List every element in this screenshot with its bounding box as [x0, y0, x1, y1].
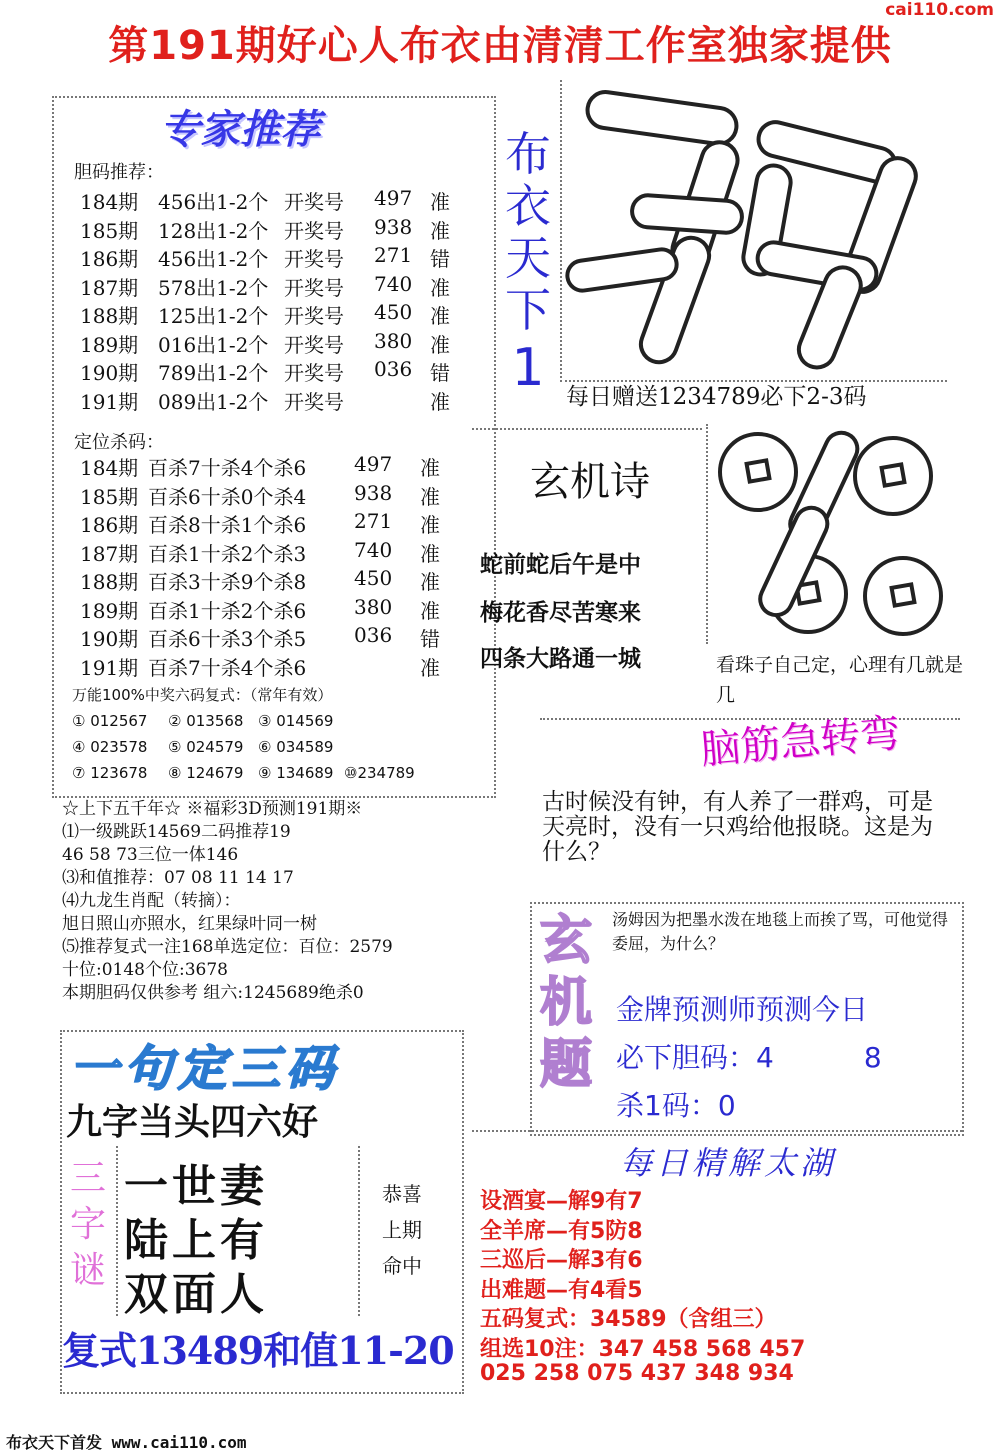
- dan-rec: 128出1-2个: [158, 218, 269, 243]
- dan-result: 错: [430, 247, 450, 271]
- xuanji-char: 题: [539, 1035, 592, 1095]
- dan-result: 错: [430, 361, 450, 385]
- kill-period: 189期: [80, 598, 139, 623]
- kill-rec: 百杀8十杀1个杀6: [148, 513, 307, 537]
- coins-caption: 看珠子自己定，心理有几就是几: [716, 654, 964, 706]
- dan-period: 187期: [80, 275, 139, 300]
- compound-item: ④ 023578: [72, 738, 148, 756]
- gold-line-1: 金牌预测师预测今日: [616, 993, 869, 1026]
- prediction-line: 46 58 73三位一体146: [62, 845, 239, 865]
- kill-rec: 百杀7十杀4个杀6: [148, 456, 307, 480]
- dan-label: 开奖号: [284, 304, 344, 328]
- one-sentence-phrase: 九字当头四六好: [66, 1102, 319, 1143]
- one-sentence-title: 一句定三码: [70, 1041, 341, 1097]
- kill-period: 191期: [80, 655, 139, 680]
- gold-dan-label: 必下胆码：: [616, 1041, 757, 1074]
- prediction-line: 十位:0148个位:3678: [62, 960, 228, 980]
- compound-label: 万能100%中奖六码复式：（常年有效）: [72, 686, 333, 704]
- taihu-line: 出难题—有4看5: [480, 1277, 643, 1303]
- kill-period: 185期: [80, 484, 139, 509]
- dan-period: 186期: [80, 247, 139, 271]
- kill-period: 184期: [80, 456, 139, 480]
- gold-kill-label: 杀1码：: [616, 1089, 718, 1122]
- kill-result: 错: [420, 627, 440, 651]
- butian-char: 1: [511, 338, 545, 398]
- compound-item: ⑤ 024579: [168, 738, 244, 756]
- taihu-line: 全羊席—有5防8: [480, 1218, 643, 1244]
- sanzi-char: 谜: [69, 1250, 106, 1291]
- gold-dan-a: 4: [756, 1041, 774, 1074]
- gold-line-3: [616, 1084, 736, 1124]
- kill-num: 271: [354, 509, 393, 533]
- kill-result: 准: [420, 513, 440, 537]
- poem-title: 玄机诗: [530, 459, 650, 505]
- dan-num: 450: [374, 300, 413, 324]
- sanzi-vertical-text: [62, 1156, 114, 1294]
- dan-period: 188期: [80, 304, 139, 328]
- sanzi-char: 三: [69, 1158, 106, 1199]
- taihu-title: 每日精解太湖: [620, 1144, 837, 1182]
- kill-num: 450: [354, 566, 393, 590]
- dan-label: 胆码推荐：: [74, 162, 164, 183]
- kill-period: 187期: [80, 541, 139, 566]
- compound-item: ⑧ 124679: [168, 764, 244, 782]
- dan-period: 190期: [80, 361, 139, 385]
- daily-gift-text: 每日赠送1234789必下2-3码: [566, 384, 867, 410]
- prediction-line: ⑸推荐复式一注168单选定位：百位：2579: [62, 937, 393, 957]
- kill-result: 准: [420, 655, 440, 680]
- kill-rec: 百杀6十杀3个杀5: [148, 627, 307, 651]
- xuanji-vertical-text: [536, 910, 596, 1096]
- footer-text: 布衣天下首发 www.cai110.com: [6, 1433, 247, 1452]
- sanzi-char: 字: [69, 1204, 106, 1245]
- dan-period: 185期: [80, 218, 139, 243]
- xuanji-char: 玄: [539, 911, 592, 971]
- kill-result: 准: [420, 456, 440, 480]
- prediction-line: ⑴一级跳跃14569二码推荐19: [62, 822, 291, 842]
- prediction-line: ☆上下五千年☆ ※福彩3D预测191期※: [62, 799, 363, 819]
- dan-result: 准: [430, 332, 450, 357]
- taihu-line: 五码复式：34589（含组三）: [480, 1307, 777, 1332]
- kill-num: 380: [354, 594, 393, 619]
- prediction-block: [62, 798, 502, 1005]
- dan-label: 开奖号: [284, 218, 344, 243]
- compound-item: ⑥ 034589: [258, 738, 334, 756]
- compound-item: ⑦ 123678: [72, 764, 148, 782]
- dan-label: 开奖号: [284, 190, 344, 214]
- kill-num: 497: [354, 452, 393, 476]
- dan-result: 准: [430, 218, 450, 243]
- taihu-line: 设酒宴—解9有7: [480, 1189, 643, 1214]
- dan-num: 380: [374, 328, 413, 353]
- dan-result: 准: [430, 190, 450, 214]
- gold-kill-val: 0: [717, 1089, 736, 1122]
- gold-line-2: [616, 1036, 882, 1076]
- gongxi-line: 命中: [382, 1254, 422, 1278]
- compound-item: ⑨ 134689: [258, 764, 334, 782]
- dan-result: 准: [430, 275, 450, 300]
- dan-label: 开奖号: [284, 332, 344, 357]
- prediction-line: ⑷九龙生肖配（转摘）：: [62, 891, 241, 911]
- butian-char: 下: [505, 283, 551, 337]
- compound-item: ① 012567: [72, 712, 148, 730]
- coins-box: [706, 424, 958, 644]
- gold-dan-b: 8: [863, 1041, 882, 1074]
- kill-rec: 百杀7十杀4个杀6: [148, 655, 307, 680]
- kill-result: 准: [420, 570, 440, 594]
- poem-line: 蛇前蛇后午是中: [480, 552, 641, 578]
- kill-num: 740: [354, 537, 393, 562]
- dan-result: 准: [430, 389, 450, 414]
- coins-picture: [708, 424, 958, 644]
- poem-line: 四条大路通一城: [480, 646, 641, 672]
- fushi-text: 复式13489和值11-20: [62, 1328, 454, 1373]
- kill-result: 准: [420, 541, 440, 566]
- dan-label: 开奖号: [284, 275, 344, 300]
- dan-period: 184期: [80, 190, 139, 214]
- dan-rec: 789出1-2个: [158, 361, 269, 385]
- compound-item: ⑩234789: [344, 764, 415, 782]
- dan-rec: 125出1-2个: [158, 304, 269, 328]
- dan-num: 271: [374, 243, 413, 267]
- prediction-line: 旭日照山亦照水，红果绿叶同一树: [62, 914, 317, 934]
- poem-line: 梅花香尽苦寒来: [480, 600, 641, 626]
- taihu-line: 025 258 075 437 348 934: [480, 1361, 794, 1386]
- dan-label: 开奖号: [284, 361, 344, 385]
- butian-char: 布: [505, 127, 551, 181]
- butian-char: 天: [505, 231, 551, 285]
- compound-item: ③ 014569: [258, 712, 334, 730]
- gongxi-line: 上期: [382, 1218, 422, 1242]
- dan-result: 准: [430, 304, 450, 328]
- page-title: 第191期好心人布衣由清清工作室独家提供: [108, 23, 892, 69]
- kill-result: 准: [420, 484, 440, 509]
- digit-39-picture: [562, 80, 947, 380]
- site-watermark: cai110.com: [885, 0, 994, 20]
- dan-rec: 456出1-2个: [158, 190, 269, 214]
- compound-item: ② 013568: [168, 712, 244, 730]
- digit-picture-box: [560, 80, 947, 382]
- riddle-line: 双面人: [124, 1269, 268, 1320]
- dan-rec: 089出1-2个: [158, 389, 269, 414]
- dan-num: 740: [374, 271, 413, 296]
- butian-char: 衣: [505, 179, 551, 233]
- kill-label: 定位杀码：: [74, 432, 164, 453]
- kill-result: 准: [420, 598, 440, 623]
- taihu-line: 三巡后—解3有6: [480, 1248, 643, 1273]
- gongxi-line: 恭喜: [382, 1182, 422, 1206]
- taihu-line: 组选10注：347 458 568 457: [480, 1336, 806, 1362]
- brain-teaser-title: 脑筋急转弯: [698, 710, 902, 774]
- dan-rec: 016出1-2个: [158, 332, 269, 357]
- kill-rec: 百杀3十杀9个杀8: [148, 570, 307, 594]
- dan-period: 189期: [80, 332, 139, 357]
- dan-label: 开奖号: [284, 247, 344, 271]
- dan-rec: 456出1-2个: [158, 247, 269, 271]
- kill-num: 938: [354, 480, 393, 505]
- dan-rec: 578出1-2个: [158, 275, 269, 300]
- kill-period: 190期: [80, 627, 139, 651]
- kill-rec: 百杀6十杀0个杀4: [148, 484, 307, 509]
- expert-title: 专家推荐: [160, 107, 320, 153]
- kill-num: 036: [354, 623, 393, 647]
- xuanji-char: 机: [539, 973, 592, 1033]
- dan-label: 开奖号: [284, 389, 344, 414]
- brain-teaser-question: 古时候没有钟，有人养了一群鸡，可是天亮时，没有一只鸡给他报晓。这是为什么？: [542, 789, 933, 865]
- kill-rec: 百杀1十杀2个杀3: [148, 541, 307, 566]
- butian-vertical-text: [498, 127, 558, 398]
- dan-num: 497: [374, 186, 413, 210]
- kill-period: 186期: [80, 513, 139, 537]
- prediction-line: ⑶和值推荐：07 08 11 14 17: [62, 868, 294, 888]
- riddle-line: 陆上有: [124, 1215, 268, 1266]
- kill-period: 188期: [80, 570, 139, 594]
- kill-rec: 百杀1十杀2个杀6: [148, 598, 307, 623]
- dan-period: 191期: [80, 389, 139, 414]
- prediction-line: 本期胆码仅供参考 组六:1245689绝杀0: [62, 983, 364, 1003]
- xuanji-question: 汤姆因为把墨水泼在地毯上而挨了骂，可他觉得委屈，为什么？: [612, 910, 949, 953]
- riddle-line: 一世妻: [124, 1161, 268, 1212]
- dan-num: 036: [374, 357, 413, 381]
- dan-num: 938: [374, 214, 413, 239]
